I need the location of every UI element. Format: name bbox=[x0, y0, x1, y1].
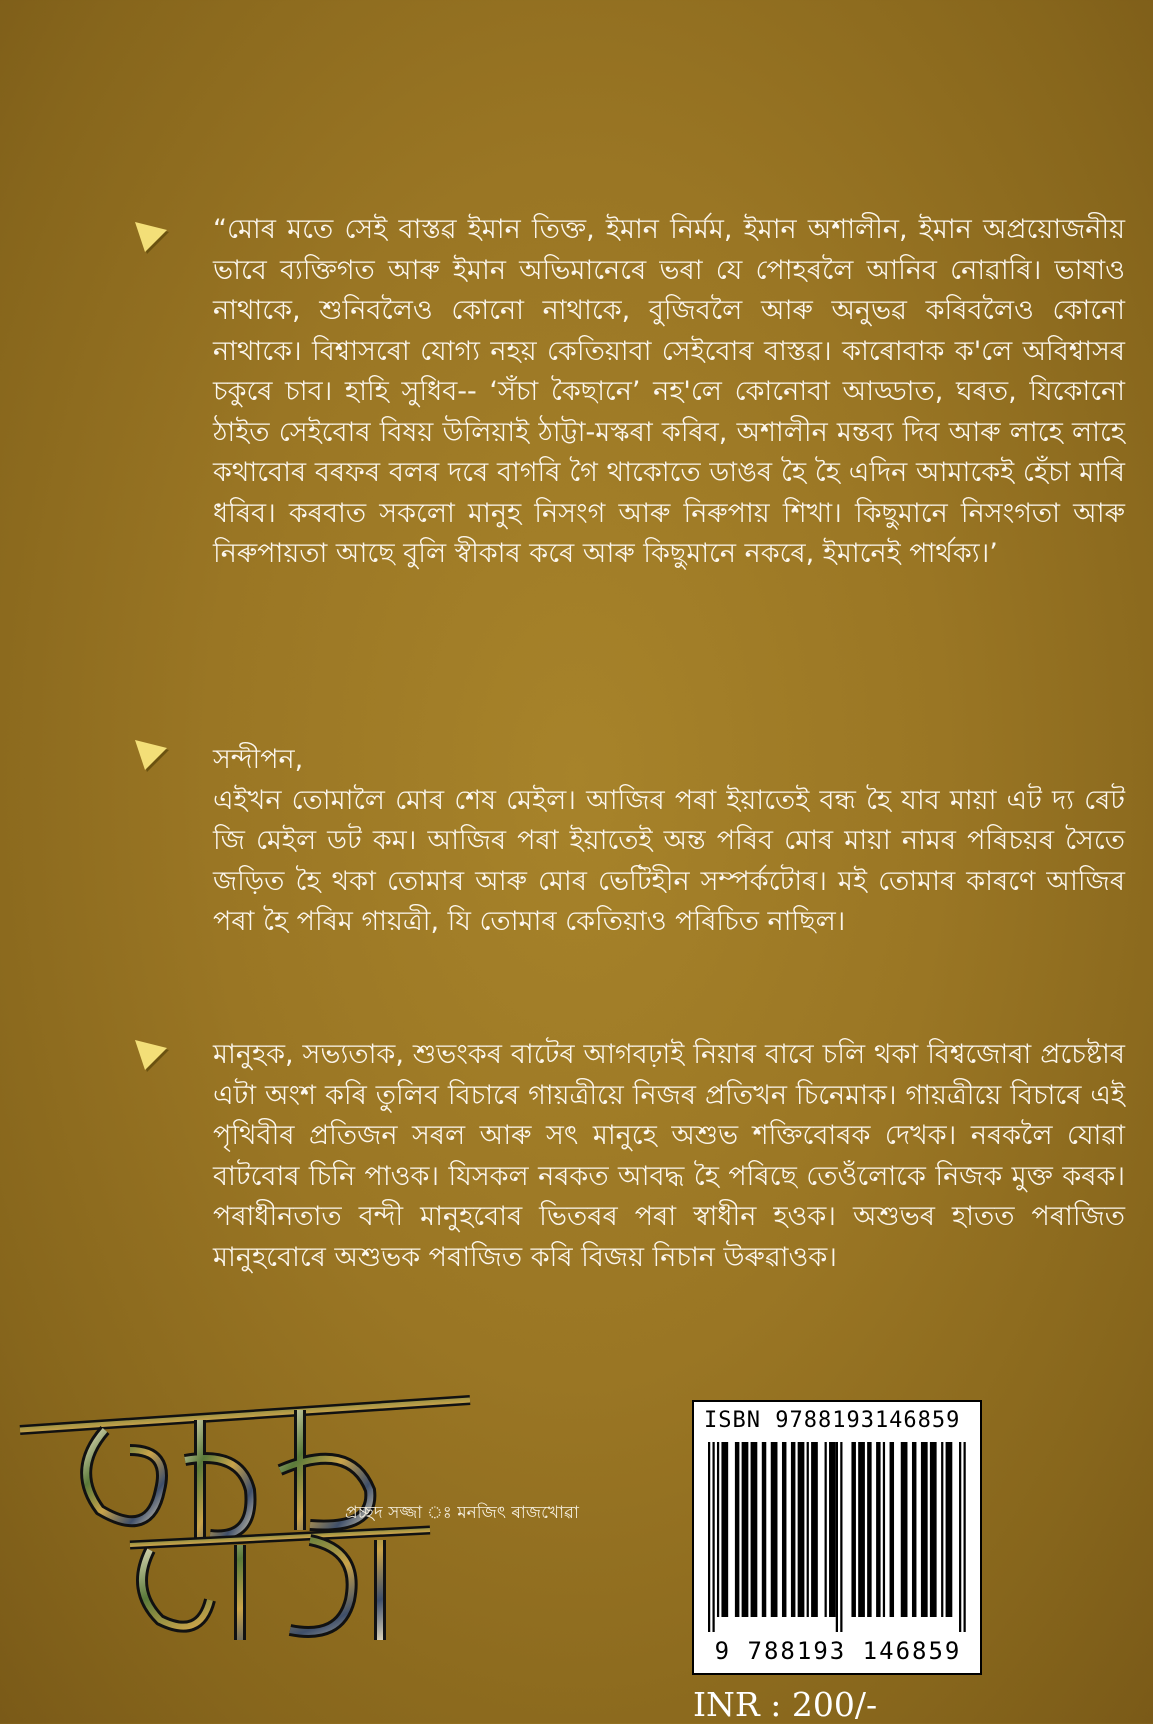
barcode-bar bbox=[836, 1442, 838, 1632]
barcode-bar bbox=[829, 1442, 836, 1617]
barcode-bar bbox=[751, 1442, 758, 1617]
barcode-bar bbox=[930, 1442, 937, 1617]
barcode-digits: 9 788193 146859 bbox=[714, 1637, 962, 1665]
barcode-bar bbox=[708, 1442, 710, 1632]
barcode-bar bbox=[791, 1442, 795, 1617]
barcode-bar bbox=[712, 1442, 714, 1632]
excerpt-paragraph-1: “মোৰ মতে সেই বাস্তৱ ইমান তিক্ত, ইমান নিৰ্মম, ইমান অশালীন, ইমান অপ্ৰয়োজনীয় ভাবে ব্যক্তিগত আৰু ইমান অভিমানেৰে ভৰা যে পোহৰলৈ আনিব নোৱাৰি। ভাষাও নাথাকে, শুনিবলৈও কোনো নাথাকে, বুজিবলৈ আৰু অনুভৱ কৰিবলৈও কোনো নাথাকে। বিশ্বাসৰো যোগ্য নহয় কেতিয়াবা সেইবোৰ বাস্তৱ। কাৰোবাক ক'লে অবিশ্বাসৰ চকুৰে চাব। হাহি সুধিব-- ‘সঁচা কৈছানে’ নহ'লে কোনোবা আড্ডাত, ঘৰত, যিকোনো ঠাইত সেইবোৰ বিষয় উলিয়াই ঠাট্টা-মস্কৰা কৰিব, অশালীন মন্তব্য দিব আৰু লাহে লাহে কথাবোৰ বৰফৰ বলৰ দৰে বাগৰি গৈ থাকোতে ডাঙৰ হৈ হৈ এদিন আমাকেই হেঁচা মাৰি ধৰিব। কৰবাত সকলো মানুহ নিসংগ আৰু নিৰুপায় শিখা। কিছুমানে নিসংগতা আৰু নিৰুপায়তা আছে বুলি স্বীকাৰ কৰে আৰু কিছুমানে নকৰে, ইমানেই পাৰ্থক্য।’ bbox=[213, 214, 1125, 569]
barcode-bar bbox=[807, 1442, 809, 1617]
triangle-bullet-icon bbox=[135, 222, 171, 256]
barcode-bar bbox=[959, 1442, 961, 1632]
price-label: INR : 200/- bbox=[693, 1685, 878, 1724]
barcode-bar bbox=[941, 1442, 943, 1617]
barcode-bar bbox=[717, 1442, 719, 1617]
barcode-bar bbox=[762, 1442, 766, 1617]
barcode-bar bbox=[876, 1442, 880, 1617]
barcode-bar bbox=[840, 1442, 842, 1632]
barcode-bar bbox=[771, 1442, 778, 1617]
excerpt-paragraph-2: সন্দীপন, এইখন তোমালৈ মোৰ শেষ মেইল। আজিৰ পৰা ইয়াতেই বন্ধ হৈ যাব মায়া এট দ্য ৰেট জি মেইল ডট কম। আজিৰ পৰা ইয়াতেই অন্ত পৰিব মোৰ মায়া নামৰ পৰিচয়ৰ সৈতে জড়িত হৈ থকা তোমাৰ আৰু মোৰ ভেটিহীন সম্পৰ্কটোৰ। মই তোমাৰ কাৰণে আজিৰ পৰা হৈ পৰিম গায়ত্ৰী, যি তোমাৰ কেতিয়াও পৰিচিত নাছিল। bbox=[213, 744, 1125, 937]
barcode-bar bbox=[798, 1442, 805, 1617]
barcode-bar bbox=[912, 1442, 916, 1617]
title-logo bbox=[10, 1340, 480, 1650]
barcode-bar bbox=[735, 1442, 739, 1617]
triangle-bullet-icon bbox=[135, 1040, 171, 1074]
barcode-bar bbox=[867, 1442, 871, 1617]
barcode-bar bbox=[883, 1442, 885, 1617]
triangle-bullet-icon bbox=[135, 740, 171, 774]
barcode-bar bbox=[964, 1442, 966, 1632]
barcode-bar bbox=[721, 1442, 728, 1617]
barcode-bar bbox=[858, 1442, 865, 1617]
isbn-barcode bbox=[692, 1400, 982, 1675]
logo-title-text: বিভ্ৰান্ত বাস্তৱ bbox=[10, 1340, 16, 1341]
isbn-label: ISBN 9788193146859 bbox=[704, 1408, 961, 1433]
barcode-bar bbox=[782, 1442, 786, 1617]
cover-design-credit: প্ৰচ্ছদ সজ্জা ঃ মনজিৎ ৰাজখোৱা bbox=[345, 1503, 579, 1523]
barcode-bar bbox=[742, 1442, 749, 1617]
barcode-bar bbox=[811, 1442, 818, 1617]
barcode-bar bbox=[890, 1442, 894, 1617]
barcode-bar bbox=[946, 1442, 953, 1617]
barcode-bars bbox=[708, 1442, 968, 1632]
barcode-bar bbox=[921, 1442, 928, 1617]
excerpt-paragraph-3: মানুহক, সভ্যতাক, শুভংকৰ বাটেৰ আগবঢ়াই নিয়াৰ বাবে চলি থকা বিশ্বজোৰা প্ৰচেষ্টাৰ এটা অংশ কৰি তুলিব বিচাৰে গায়ত্ৰীয়ে নিজৰ প্ৰতিখন চিনেমাক। গায়ত্ৰীয়ে বিচাৰে এই পৃথিবীৰ প্ৰতিজন সৰল আৰু সৎ মানুহে অশুভ শক্তিবোৰক দেখক। নৰকলৈ যোৱা বাটবোৰ চিনি পাওক। যিসকল নৰকত আবদ্ধ হৈ পৰিছে তেওঁলোকে নিজক মুক্ত কৰক। পৰাধীনতাত বন্দী মানুহবোৰ ভিতৰৰ পৰা স্বাধীন হওক। অশুভৰ হাতত পৰাজিত মানুহবোৰে অশুভক পৰাজিত কৰি বিজয় নিচান উৰুৱাওক। bbox=[213, 1039, 1125, 1273]
barcode-bar bbox=[901, 1442, 908, 1617]
barcode-bar bbox=[851, 1442, 855, 1617]
barcode-bar bbox=[825, 1442, 827, 1617]
